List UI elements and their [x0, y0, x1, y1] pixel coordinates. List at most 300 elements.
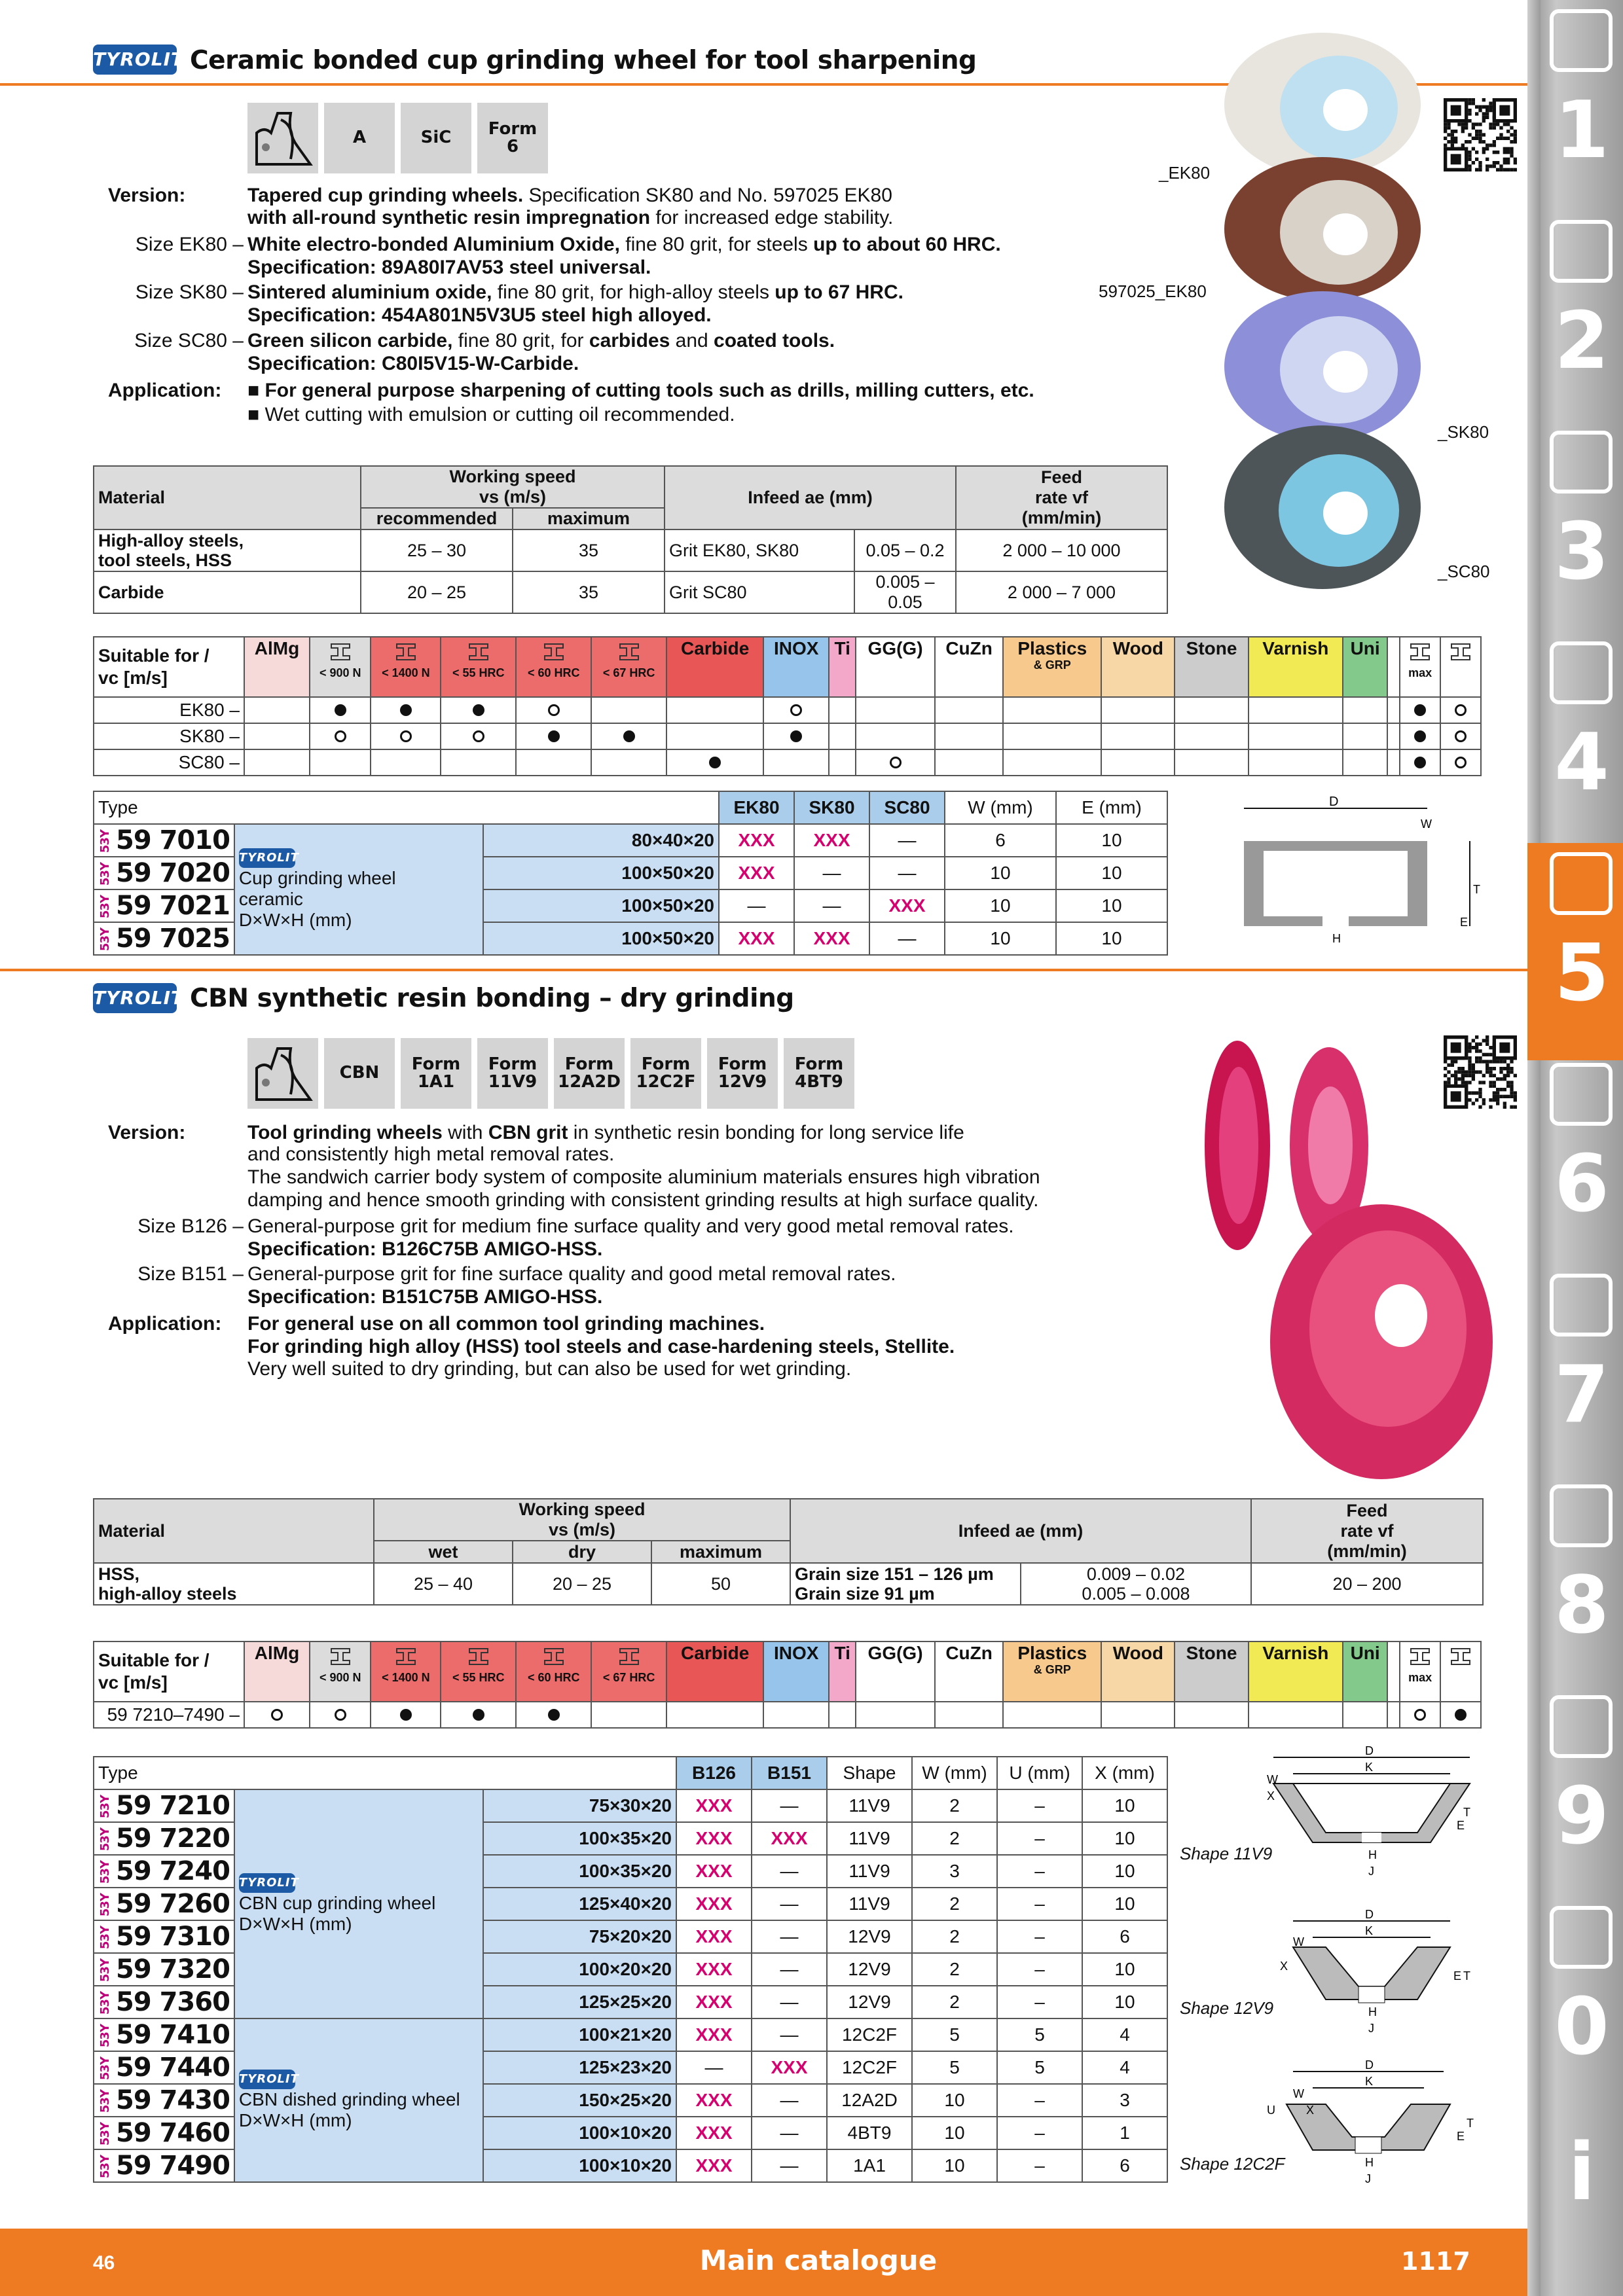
material-icon — [1402, 1643, 1438, 1671]
chapter-number: 6 — [1554, 1139, 1609, 1230]
dimensions: 100×50×20 — [483, 889, 719, 922]
badge-form: Form 12V9 — [707, 1038, 778, 1109]
cell: 5 — [912, 2018, 997, 2051]
cell: – — [997, 2084, 1082, 2117]
suit-col-header — [1440, 637, 1481, 697]
section-rule — [0, 969, 1527, 971]
suit-col-header: < 60 HRC — [516, 1641, 591, 1702]
availability: — — [752, 2084, 827, 2117]
suit-row-label: SC80 – — [94, 749, 244, 776]
suit-row-label: 59 7210–7490 – — [94, 1702, 244, 1728]
cell: 10 — [945, 857, 1056, 889]
suitable-dot — [548, 1709, 560, 1721]
suit-cell — [244, 1702, 310, 1728]
dimensions: 100×21×20 — [483, 2018, 676, 2051]
suit-cell — [310, 1702, 371, 1728]
suit-cell — [244, 749, 310, 776]
cell: 4 — [1082, 2018, 1167, 2051]
badge-abrasive: CBN — [324, 1038, 395, 1109]
svg-text:H: H — [1332, 932, 1341, 945]
suit-col-header: < 1400 N — [371, 637, 441, 697]
page-number-right: 1117 — [1401, 2247, 1470, 2276]
product-code: 53Y 59 7010 — [94, 824, 234, 857]
svg-text:W: W — [1421, 817, 1432, 831]
material-icon — [518, 1643, 589, 1671]
svg-text:J: J — [1368, 1865, 1374, 1878]
cell: 10 — [1082, 1986, 1167, 2018]
suitable-dot — [473, 704, 484, 716]
product-table — [93, 791, 1168, 956]
col-header: dry — [513, 1541, 651, 1563]
qr-code[interactable] — [1444, 98, 1517, 171]
col-header: Working speed vs (m/s) — [374, 1499, 790, 1541]
availability: XXX — [752, 2051, 827, 2084]
suit-col-header: Uni — [1343, 1641, 1388, 1702]
product-code: 53Y 59 7320 — [94, 1953, 234, 1986]
cell: Grit EK80, SK80 — [665, 529, 854, 571]
svg-text:T: T — [1467, 2117, 1474, 2130]
application-item: ■ For general purpose sharpening of cutting tools such as drills, milling cutters, etc. — [247, 380, 1034, 401]
cell: – — [997, 1888, 1082, 1920]
version-text: Tapered cup grinding wheels. Specification SK80 and No. 597025 EK80 — [247, 185, 892, 206]
size-label: Size EK80 – — [135, 234, 244, 255]
chapter-tab-i[interactable] — [1541, 2108, 1623, 2238]
suitability-table — [93, 636, 1482, 776]
version-label: Version: — [108, 1122, 186, 1143]
col-header: B151 — [752, 1757, 827, 1789]
material-icon — [312, 1643, 369, 1671]
col-header: E (mm) — [1056, 791, 1167, 824]
cell: 10 — [1082, 1822, 1167, 1855]
chapter-tab-9[interactable] — [1541, 1686, 1623, 1903]
product-code: 53Y 59 7210 — [94, 1789, 234, 1822]
size-spec: Specification: C80I5V15-W-Carbide. — [247, 353, 579, 374]
suit-cell — [1387, 697, 1400, 723]
svg-text:E: E — [1453, 1969, 1462, 1982]
chapter-tab-3[interactable] — [1541, 422, 1623, 639]
cell: 10 — [912, 2084, 997, 2117]
partly-suitable-circle — [400, 730, 412, 742]
cell: – — [997, 1986, 1082, 2018]
qr-code[interactable] — [1444, 1035, 1517, 1109]
chapter-tab-7[interactable] — [1541, 1265, 1623, 1482]
availability: — — [752, 1888, 827, 1920]
application-label: Application: — [108, 380, 222, 401]
chapter-number: 8 — [1554, 1560, 1609, 1651]
col-header: maximum — [651, 1541, 790, 1563]
suit-cell — [441, 749, 516, 776]
suit-cell — [829, 1702, 856, 1728]
suit-col-header: < 55 HRC — [441, 1641, 516, 1702]
dimensions: 75×30×20 — [483, 1789, 676, 1822]
suit-cell — [1343, 749, 1388, 776]
suit-col-header: Carbide — [666, 1641, 763, 1702]
product-code: 53Y 59 7260 — [94, 1888, 234, 1920]
product-code: 53Y 59 7440 — [94, 2051, 234, 2084]
badge-form: Form 11V9 — [477, 1038, 548, 1109]
availability: XXX — [676, 1986, 752, 2018]
suit-cell — [856, 749, 935, 776]
suit-cell — [1440, 697, 1481, 723]
image-label: _SK80 — [1438, 422, 1489, 442]
col-header: wet — [374, 1541, 513, 1563]
material-icon — [1442, 639, 1479, 666]
cell: 6 — [1082, 1920, 1167, 1953]
suit-cell — [1101, 723, 1175, 749]
suit-col-header: Wood — [1101, 637, 1175, 697]
shape-label: Shape 12C2F — [1180, 2154, 1285, 2174]
availability: — — [719, 889, 794, 922]
suit-col-header: Plastics & GRP — [1003, 637, 1101, 697]
chapter-number: 7 — [1554, 1350, 1609, 1441]
suit-cell — [1175, 749, 1249, 776]
availability: — — [794, 857, 869, 889]
suit-col-header — [1440, 1641, 1481, 1702]
cell: 10 — [912, 2117, 997, 2149]
suit-cell — [516, 697, 591, 723]
suit-cell — [763, 723, 829, 749]
tool-sharpening-icon — [247, 1038, 318, 1109]
cell: 10 — [1082, 1855, 1167, 1888]
suit-cell — [1440, 749, 1481, 776]
chapter-number: 5 — [1554, 928, 1609, 1019]
dimensions: 125×25×20 — [483, 1986, 676, 2018]
cell: 10 — [912, 2149, 997, 2182]
col-header: Infeed ae (mm) — [790, 1499, 1251, 1563]
suit-cell — [591, 749, 666, 776]
suit-cell — [1343, 723, 1388, 749]
svg-text:D: D — [1365, 2058, 1374, 2072]
chapter-icon — [1550, 9, 1613, 72]
suit-cell — [829, 697, 856, 723]
suit-cell — [591, 723, 666, 749]
size-text: Sintered aluminium oxide, fine 80 grit, for high-alloy steels up to 67 HRC. — [247, 281, 903, 303]
product-code: 53Y 59 7025 — [94, 922, 234, 955]
suit-col-header: Uni — [1343, 637, 1388, 697]
suit-label: Suitable for / vc [m/s] — [94, 637, 244, 697]
product-code: 53Y 59 7360 — [94, 1986, 234, 2018]
cell: 12A2D — [827, 2084, 912, 2117]
suit-cell — [935, 723, 1003, 749]
cell: 10 — [945, 922, 1056, 955]
cup-wheels-image — [1205, 26, 1440, 615]
dimensions: 100×10×20 — [483, 2149, 676, 2182]
availability: — — [752, 2018, 827, 2051]
cell: 20 – 25 — [361, 571, 513, 613]
cell: 12C2F — [827, 2018, 912, 2051]
badge-form: Form 6 — [477, 103, 548, 173]
cell: 10 — [945, 889, 1056, 922]
svg-text:K: K — [1365, 1761, 1374, 1774]
suit-cell — [1440, 723, 1481, 749]
availability: — — [869, 922, 945, 955]
product-description: TYROLIT CBN dished grinding wheel D×W×H (mm) — [234, 2018, 483, 2182]
suit-cell — [371, 749, 441, 776]
availability: XXX — [676, 1920, 752, 1953]
cell: 10 — [1082, 1789, 1167, 1822]
badge-form: Form 1A1 — [401, 1038, 471, 1109]
suitable-dot — [400, 704, 412, 716]
chapter-number: 4 — [1554, 717, 1609, 808]
product-code: 53Y 59 7490 — [94, 2149, 234, 2182]
suit-cell — [1400, 1702, 1440, 1728]
suit-cell — [310, 723, 371, 749]
suit-cell — [244, 723, 310, 749]
cell: 2 — [912, 1822, 997, 1855]
cell: 12V9 — [827, 1953, 912, 1986]
suit-cell — [1387, 723, 1400, 749]
cell: 11V9 — [827, 1888, 912, 1920]
cell: 2 — [912, 1920, 997, 1953]
product-code: 53Y 59 7430 — [94, 2084, 234, 2117]
chapter-tab-5[interactable] — [1541, 843, 1623, 1060]
version-text: The sandwich carrier body system of composite aluminium materials ensures high vibration — [247, 1166, 1040, 1188]
col-header: W (mm) — [912, 1757, 997, 1789]
dimensions: 125×23×20 — [483, 2051, 676, 2084]
suit-col-header: < 900 N — [310, 637, 371, 697]
version-text: and consistently high metal removal rates. — [247, 1143, 615, 1165]
suit-cell — [1249, 749, 1343, 776]
shape-12v9-diagram — [1267, 1908, 1483, 2039]
chapter-icon — [1550, 1484, 1613, 1547]
product-code: 53Y 59 7410 — [94, 2018, 234, 2051]
badge-form: Form 12A2D — [554, 1038, 625, 1109]
partly-suitable-circle — [790, 704, 802, 716]
cell: 5 — [912, 2051, 997, 2084]
svg-text:T: T — [1463, 1806, 1470, 1819]
svg-text:J: J — [1365, 2172, 1371, 2185]
cell: 12V9 — [827, 1920, 912, 1953]
chapter-tab-1[interactable] — [1541, 0, 1623, 217]
version-text: Tool grinding wheels with CBN grit in synthetic resin bonding for long service life — [247, 1122, 964, 1143]
product-code: 53Y 59 7460 — [94, 2117, 234, 2149]
partly-suitable-circle — [1455, 757, 1467, 768]
suit-cell — [310, 749, 371, 776]
svg-text:K: K — [1365, 1924, 1374, 1937]
badge-abrasive: A — [324, 103, 395, 173]
suit-cell — [1003, 749, 1101, 776]
suit-col-header — [1387, 637, 1400, 697]
application-item: For grinding high alloy (HSS) tool steels and case-hardening steels, Stellite. — [247, 1336, 955, 1357]
cell: 25 – 40 — [374, 1563, 513, 1605]
availability: XXX — [719, 857, 794, 889]
suit-cell — [829, 749, 856, 776]
suit-cell — [1249, 697, 1343, 723]
col-header: U (mm) — [997, 1757, 1082, 1789]
col-header: Type — [94, 1757, 676, 1789]
suitable-dot — [473, 1709, 484, 1721]
chapter-tab-0[interactable] — [1541, 1897, 1623, 2114]
suit-cell — [516, 1702, 591, 1728]
cell: 12C2F — [827, 2051, 912, 2084]
svg-text:T: T — [1463, 1969, 1470, 1982]
cell: 50 — [651, 1563, 790, 1605]
suit-col-header: Ti — [829, 637, 856, 697]
chapter-number: 0 — [1554, 1982, 1609, 2073]
partly-suitable-circle — [335, 1709, 346, 1721]
svg-text:D: D — [1329, 795, 1339, 809]
partly-suitable-circle — [1455, 730, 1467, 742]
suit-cell — [516, 749, 591, 776]
suit-cell — [1003, 697, 1101, 723]
material-icon — [518, 639, 589, 666]
suit-cell — [1003, 1702, 1101, 1728]
suit-cell — [371, 723, 441, 749]
material-icon — [373, 1643, 439, 1671]
cell: – — [997, 1953, 1082, 1986]
svg-text:H: H — [1368, 1848, 1377, 1861]
dimensions: 80×40×20 — [483, 824, 719, 857]
partly-suitable-circle — [271, 1709, 283, 1721]
suit-cell — [666, 697, 763, 723]
suit-col-header: Stone — [1175, 637, 1249, 697]
chapter-tab-2[interactable] — [1541, 211, 1623, 428]
material-icon — [312, 639, 369, 666]
availability: — — [794, 889, 869, 922]
availability: XXX — [794, 824, 869, 857]
suitable-dot — [1455, 1709, 1467, 1721]
col-header: EK80 — [719, 791, 794, 824]
dimensions: 75×20×20 — [483, 1920, 676, 1953]
chapter-icon — [1550, 431, 1613, 493]
svg-text:T: T — [1473, 883, 1480, 896]
chapter-tab-4[interactable] — [1541, 632, 1623, 850]
section-title: CBN synthetic resin bonding – dry grinding — [190, 984, 794, 1013]
suitable-dot — [335, 704, 346, 716]
suit-col-header — [1387, 1641, 1400, 1702]
suit-col-header: < 55 HRC — [441, 637, 516, 697]
cell: HSS, high-alloy steels — [94, 1563, 374, 1605]
suit-col-header: AlMg — [244, 637, 310, 697]
cell: 3 — [912, 1855, 997, 1888]
svg-text:X: X — [1267, 1789, 1275, 1803]
product-code: 53Y 59 7310 — [94, 1920, 234, 1953]
size-label: Size SK80 – — [135, 281, 244, 303]
suitable-dot — [1414, 730, 1426, 742]
version-text: damping and hence smooth grinding with consistent grinding results at high surface quality. — [247, 1189, 1039, 1211]
col-header: X (mm) — [1082, 1757, 1167, 1789]
dimensions: 125×40×20 — [483, 1888, 676, 1920]
size-label: Size B126 – — [137, 1215, 244, 1237]
suit-col-header: < 67 HRC — [591, 1641, 666, 1702]
chapter-icon — [1550, 1274, 1613, 1336]
cell: 2 — [912, 1789, 997, 1822]
shape-11v9-diagram — [1267, 1744, 1483, 1885]
suit-col-header: Stone — [1175, 1641, 1249, 1702]
availability: — — [752, 2149, 827, 2182]
partly-suitable-circle — [548, 704, 560, 716]
suit-label: Suitable for / vc [m/s] — [94, 1641, 244, 1702]
suitable-dot — [790, 730, 802, 742]
suit-cell — [1101, 749, 1175, 776]
availability: XXX — [752, 1822, 827, 1855]
size-text: White electro-bonded Aluminium Oxide, fine 80 grit, for steels up to about 60 HRC. — [247, 234, 1001, 255]
col-header: maximum — [513, 508, 665, 529]
suit-cell — [856, 697, 935, 723]
size-spec: Specification: 454A801N5V3U5 steel high alloyed. — [247, 304, 712, 326]
material-icon — [1442, 1643, 1479, 1671]
cell: 10 — [1056, 857, 1167, 889]
suit-row-label: SK80 – — [94, 723, 244, 749]
cell: Carbide — [94, 571, 361, 613]
availability: — — [752, 2117, 827, 2149]
availability: XXX — [676, 1822, 752, 1855]
cell: Grit SC80 — [665, 571, 854, 613]
dimensions: 100×35×20 — [483, 1822, 676, 1855]
suit-cell — [1343, 697, 1388, 723]
cell: 4 — [1082, 2051, 1167, 2084]
suit-cell — [441, 697, 516, 723]
suitable-dot — [623, 730, 635, 742]
availability: XXX — [676, 1888, 752, 1920]
suit-cell — [1249, 723, 1343, 749]
suit-cell — [1343, 1702, 1388, 1728]
cell: – — [997, 1822, 1082, 1855]
cell: 1A1 — [827, 2149, 912, 2182]
cell: 2 — [912, 1888, 997, 1920]
dimensions: 100×50×20 — [483, 922, 719, 955]
suit-col-header: INOX — [763, 1641, 829, 1702]
col-header: Feed rate vf (mm/min) — [1251, 1499, 1483, 1563]
chapter-tab-6[interactable] — [1541, 1054, 1623, 1271]
partly-suitable-circle — [335, 730, 346, 742]
cell: 0.05 – 0.2 — [854, 529, 956, 571]
availability: XXX — [676, 2084, 752, 2117]
cell: Grain size 151 – 126 µm Grain size 91 µm — [790, 1563, 1021, 1605]
svg-text:E: E — [1460, 916, 1468, 929]
col-header: Material — [94, 466, 361, 529]
chapter-number: 2 — [1554, 296, 1609, 387]
svg-text:U: U — [1267, 2104, 1275, 2117]
suit-cell — [1440, 1702, 1481, 1728]
version-text: with all-round synthetic resin impregnation for increased edge stability. — [247, 207, 894, 228]
suitable-dot — [1414, 704, 1426, 716]
chapter-icon — [1550, 641, 1613, 704]
chapter-tab-8[interactable] — [1541, 1475, 1623, 1693]
availability: — — [752, 1920, 827, 1953]
cell: 4BT9 — [827, 2117, 912, 2149]
availability: XXX — [719, 824, 794, 857]
size-text: General-purpose grit for fine surface quality and good metal removal rates. — [247, 1263, 896, 1285]
availability: — — [869, 857, 945, 889]
suit-col-header: INOX — [763, 637, 829, 697]
suit-cell — [1175, 1702, 1249, 1728]
cell: – — [997, 1920, 1082, 1953]
application-item: Very well suited to dry grinding, but can also be used for wet grinding. — [247, 1358, 852, 1380]
suit-cell — [1400, 723, 1440, 749]
col-header: Type — [94, 791, 719, 824]
suitable-dot — [548, 730, 560, 742]
svg-text:W: W — [1293, 1935, 1304, 1948]
tyrolit-logo: TYROLIT — [93, 983, 177, 1013]
material-icon — [593, 1643, 665, 1671]
svg-text:D: D — [1365, 1908, 1374, 1921]
partly-suitable-circle — [1414, 1709, 1426, 1721]
availability: XXX — [676, 2117, 752, 2149]
size-label: Size SC80 – — [134, 330, 244, 351]
suit-col-header: AlMg — [244, 1641, 310, 1702]
availability: — — [869, 824, 945, 857]
suit-col-header: Carbide — [666, 637, 763, 697]
cell: 0.009 – 0.02 0.005 – 0.008 — [1021, 1563, 1251, 1605]
suit-col-header: Varnish — [1249, 637, 1343, 697]
availability: XXX — [719, 922, 794, 955]
image-label: _EK80 — [1159, 163, 1211, 183]
availability: XXX — [676, 2149, 752, 2182]
suit-col-header: GG(G) — [856, 1641, 935, 1702]
material-icon — [1402, 639, 1438, 666]
cell: 2 — [912, 1953, 997, 1986]
